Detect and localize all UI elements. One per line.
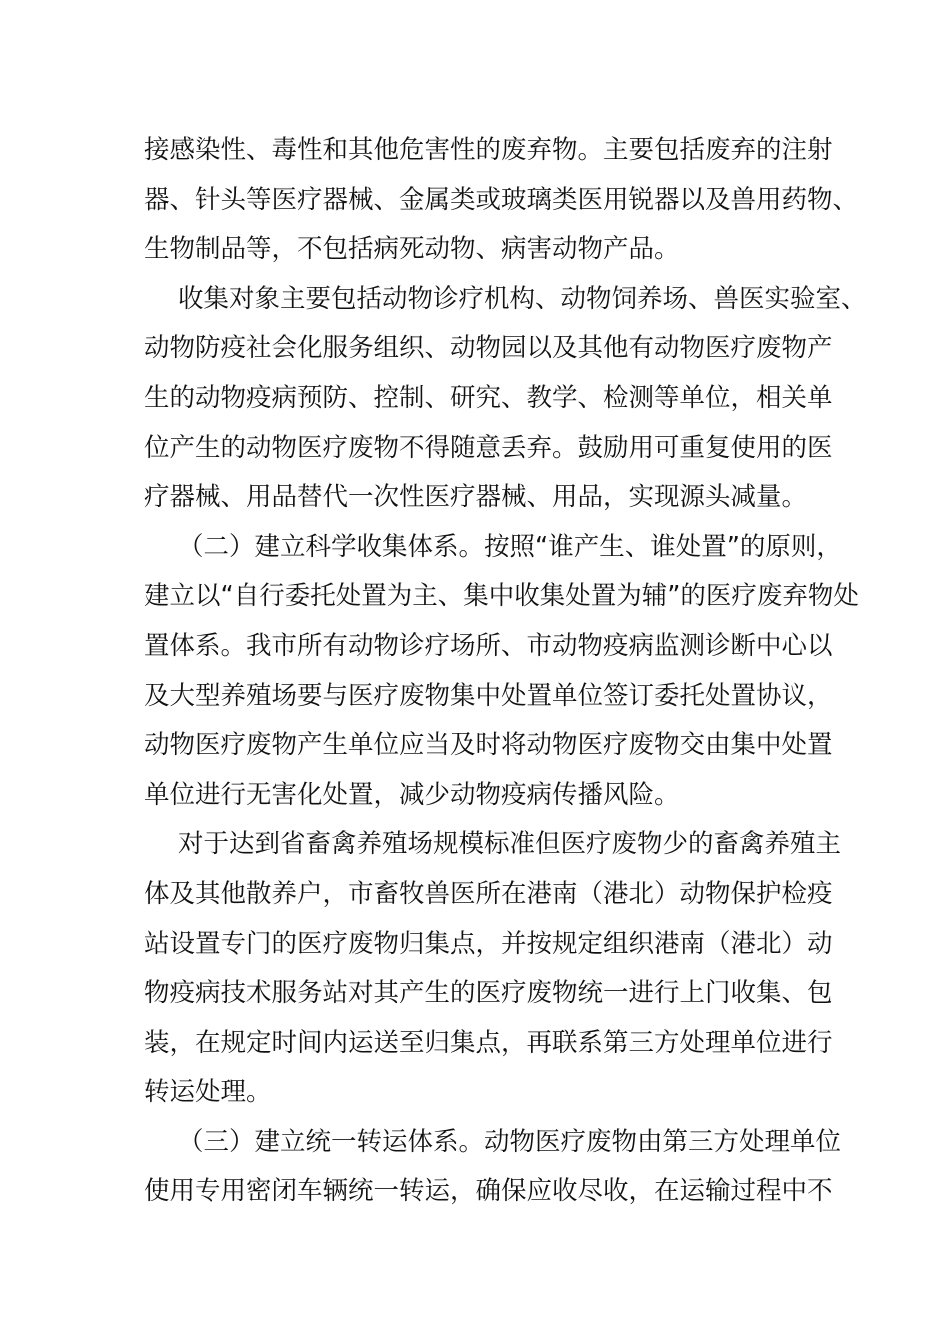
text-line: 单位进行无害化处置，减少动物疫病传播风险。	[144, 779, 680, 810]
text-line: 生物制品等，不包括病死动物、病害动物产品。	[144, 234, 680, 265]
paragraph-start-line: 对于达到省畜禽养殖场规模标准但医疗废物少的畜禽养殖主	[178, 829, 842, 860]
text-line: 装，在规定时间内运送至归集点，再联系第三方处理单位进行	[144, 1027, 833, 1058]
section-heading-line: （二）建立科学收集体系。按照“谁产生、谁处置”的原则，	[178, 531, 842, 562]
text-line: 生的动物疫病预防、控制、研究、教学、检测等单位，相关单	[144, 382, 833, 413]
section-heading-line: （三）建立统一转运体系。动物医疗废物由第三方处理单位	[178, 1126, 842, 1157]
text-line: 置体系。我市所有动物诊疗场所、市动物疫病监测诊断中心以	[144, 630, 833, 661]
text-line: 转运处理。	[144, 1077, 272, 1108]
text-line: 接感染性、毒性和其他危害性的废弃物。主要包括废弃的注射	[144, 135, 833, 165]
text-line: 器、针头等医疗器械、金属类或玻璃类医用锐器以及兽用药物、	[144, 184, 859, 215]
text-line: 物疫病技术服务站对其产生的医疗废物统一进行上门收集、包	[144, 978, 833, 1009]
text-line: 疗器械、用品替代一次性医疗器械、用品，实现源头减量。	[144, 482, 808, 513]
text-line: 站设置专门的医疗废物归集点，并按规定组织港南（港北）动	[144, 928, 833, 959]
text-line: 体及其他散养户，市畜牧兽医所在港南（港北）动物保护检疫	[144, 878, 833, 909]
text-line: 使用专用密闭车辆统一转运，确保应收尽收，在运输过程中不	[144, 1176, 833, 1207]
paragraph-start-line: 收集对象主要包括动物诊疗机构、动物饲养场、兽医实验室、	[178, 283, 867, 314]
text-line: 及大型养殖场要与医疗废物集中处置单位签订委托处置协议，	[144, 680, 833, 711]
text-line: 动物医疗废物产生单位应当及时将动物医疗废物交由集中处置	[144, 730, 833, 761]
document-body	[144, 126, 867, 1217]
text-line: 动物防疫社会化服务组织、动物园以及其他有动物医疗废物产	[144, 333, 833, 364]
text-line: 建立以“自行委托处置为主、集中收集处置为辅”的医疗废弃物处	[144, 581, 859, 612]
text-line: 位产生的动物医疗废物不得随意丢弃。鼓励用可重复使用的医	[144, 432, 833, 463]
